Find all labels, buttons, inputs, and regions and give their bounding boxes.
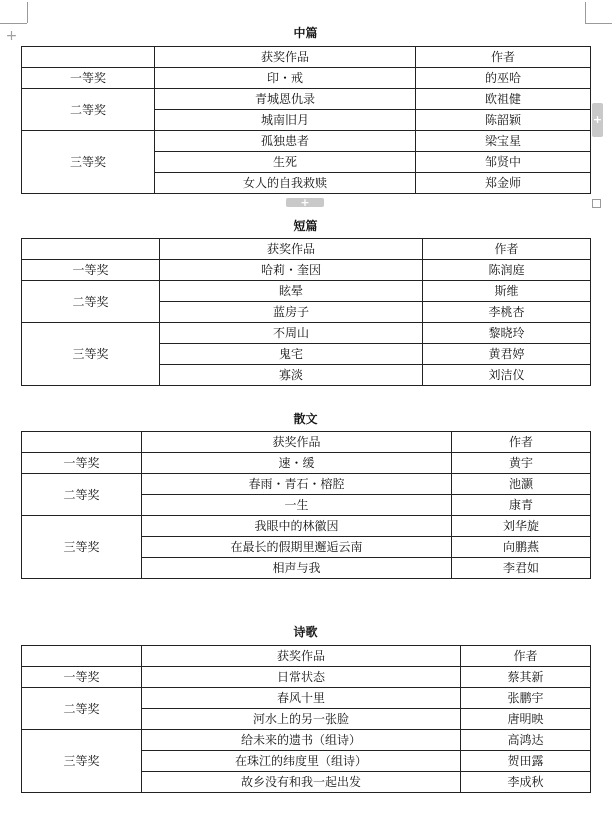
work-title-cell[interactable]: 眩晕 — [160, 281, 423, 302]
add-column-handle[interactable] — [592, 103, 603, 137]
author-cell[interactable]: 梁宝星 — [416, 131, 591, 152]
table-row — [22, 281, 591, 302]
work-title-cell[interactable]: 女人的自我救赎 — [155, 173, 416, 194]
work-title-cell[interactable]: 我眼中的林徽因 — [142, 516, 452, 537]
work-title-cell[interactable]: 相声与我 — [142, 558, 452, 579]
table-resize-handle[interactable] — [592, 199, 601, 208]
author-cell[interactable]: 陈韶颖 — [416, 110, 591, 131]
crop-mark-top-left-vertical — [27, 2, 28, 23]
awards-table — [21, 645, 591, 793]
work-title-cell[interactable]: 寡淡 — [160, 365, 423, 386]
award-level-cell[interactable]: 三等奖 — [22, 730, 142, 793]
add-column-icon: + — [592, 113, 603, 126]
award-level-cell[interactable]: 三等奖 — [22, 131, 155, 194]
header-work-cell[interactable]: 获奖作品 — [142, 432, 452, 453]
table-row — [22, 474, 591, 495]
author-cell[interactable]: 贺田露 — [461, 751, 591, 772]
table-row — [22, 453, 591, 474]
author-cell[interactable]: 邹贤中 — [416, 152, 591, 173]
award-level-cell[interactable]: 一等奖 — [22, 68, 155, 89]
table-row — [22, 89, 591, 110]
awards-table — [21, 46, 591, 194]
add-row-icon: + — [300, 196, 310, 209]
awards-table — [21, 238, 591, 386]
author-cell[interactable]: 康青 — [452, 495, 591, 516]
section-title: 诗歌 — [293, 625, 318, 639]
award-level-cell[interactable]: 一等奖 — [22, 453, 142, 474]
author-cell[interactable]: 黎晓玲 — [423, 323, 591, 344]
table-header-row — [22, 239, 591, 260]
section-title: 短篇 — [293, 219, 318, 233]
work-title-cell[interactable]: 印・戒 — [155, 68, 416, 89]
award-level-cell[interactable]: 二等奖 — [22, 474, 142, 516]
work-title-cell[interactable]: 春风十里 — [142, 688, 461, 709]
work-title-cell[interactable]: 速・缓 — [142, 453, 452, 474]
author-cell[interactable]: 斯维 — [423, 281, 591, 302]
header-award-cell[interactable] — [22, 646, 142, 667]
section-title: 中篇 — [293, 26, 318, 40]
work-title-cell[interactable]: 哈莉・奎因 — [160, 260, 423, 281]
table-header-row — [22, 432, 591, 453]
header-author-cell[interactable]: 作者 — [461, 646, 591, 667]
author-cell[interactable]: 唐明映 — [461, 709, 591, 730]
header-work-cell[interactable]: 获奖作品 — [155, 47, 416, 68]
author-cell[interactable]: 李桃杏 — [423, 302, 591, 323]
table-row — [22, 131, 591, 152]
crop-mark-top-left-horizontal — [0, 23, 27, 24]
header-award-cell[interactable] — [22, 432, 142, 453]
add-row-handle[interactable] — [286, 198, 324, 207]
work-title-cell[interactable]: 给未来的遗书（组诗） — [142, 730, 461, 751]
table-row — [22, 730, 591, 751]
table-row — [22, 323, 591, 344]
header-work-cell[interactable]: 获奖作品 — [142, 646, 461, 667]
header-award-cell[interactable] — [22, 47, 155, 68]
header-author-cell[interactable]: 作者 — [416, 47, 591, 68]
table-row — [22, 516, 591, 537]
header-award-cell[interactable] — [22, 239, 160, 260]
author-cell[interactable]: 黄君婷 — [423, 344, 591, 365]
move-handle-icon: + — [5, 28, 18, 44]
table-row — [22, 260, 591, 281]
work-title-cell[interactable]: 生死 — [155, 152, 416, 173]
work-title-cell[interactable]: 故乡没有和我一起出发 — [142, 772, 461, 793]
table-header-row — [22, 646, 591, 667]
award-level-cell[interactable]: 二等奖 — [22, 281, 160, 323]
table-header-row — [22, 47, 591, 68]
work-title-cell[interactable]: 在珠江的纬度里（组诗） — [142, 751, 461, 772]
work-title-cell[interactable]: 一生 — [142, 495, 452, 516]
author-cell[interactable]: 黄宇 — [452, 453, 591, 474]
table-row — [22, 688, 591, 709]
table-move-handle[interactable] — [5, 30, 18, 43]
work-title-cell[interactable]: 春雨・青石・榕腔 — [142, 474, 452, 495]
award-level-cell[interactable]: 二等奖 — [22, 688, 142, 730]
author-cell[interactable]: 刘华旋 — [452, 516, 591, 537]
award-level-cell[interactable]: 二等奖 — [22, 89, 155, 131]
author-cell[interactable]: 刘洁仪 — [423, 365, 591, 386]
author-cell[interactable]: 高鸿达 — [461, 730, 591, 751]
work-title-cell[interactable]: 鬼宅 — [160, 344, 423, 365]
author-cell[interactable]: 向鹏燕 — [452, 537, 591, 558]
header-author-cell[interactable]: 作者 — [452, 432, 591, 453]
table-row — [22, 68, 591, 89]
author-cell[interactable]: 张鹏宇 — [461, 688, 591, 709]
award-level-cell[interactable]: 一等奖 — [22, 260, 160, 281]
author-cell[interactable]: 郑金师 — [416, 173, 591, 194]
work-title-cell[interactable]: 日常状态 — [142, 667, 461, 688]
work-title-cell[interactable]: 在最长的假期里邂逅云南 — [142, 537, 452, 558]
work-title-cell[interactable]: 河水上的另一张脸 — [142, 709, 461, 730]
awards-table — [21, 431, 591, 579]
work-title-cell[interactable]: 孤独患者 — [155, 131, 416, 152]
award-level-cell[interactable]: 一等奖 — [22, 667, 142, 688]
crop-mark-top-right-vertical — [585, 2, 586, 23]
award-level-cell[interactable]: 三等奖 — [22, 323, 160, 386]
crop-mark-top-right-horizontal — [585, 23, 612, 24]
section-title: 散文 — [293, 412, 318, 426]
work-title-cell[interactable]: 蓝房子 — [160, 302, 423, 323]
header-work-cell[interactable]: 获奖作品 — [160, 239, 423, 260]
table-row — [22, 667, 591, 688]
author-cell[interactable]: 欧祖健 — [416, 89, 591, 110]
work-title-cell[interactable]: 不周山 — [160, 323, 423, 344]
author-cell[interactable]: 的巫哈 — [416, 68, 591, 89]
author-cell[interactable]: 蔡其新 — [461, 667, 591, 688]
work-title-cell[interactable]: 青城恩仇录 — [155, 89, 416, 110]
award-level-cell[interactable]: 三等奖 — [22, 516, 142, 579]
author-cell[interactable]: 陈润庭 — [423, 260, 591, 281]
author-cell[interactable]: 李成秋 — [461, 772, 591, 793]
work-title-cell[interactable]: 城南旧月 — [155, 110, 416, 131]
author-cell[interactable]: 李君如 — [452, 558, 591, 579]
header-author-cell[interactable]: 作者 — [423, 239, 591, 260]
author-cell[interactable]: 池灏 — [452, 474, 591, 495]
